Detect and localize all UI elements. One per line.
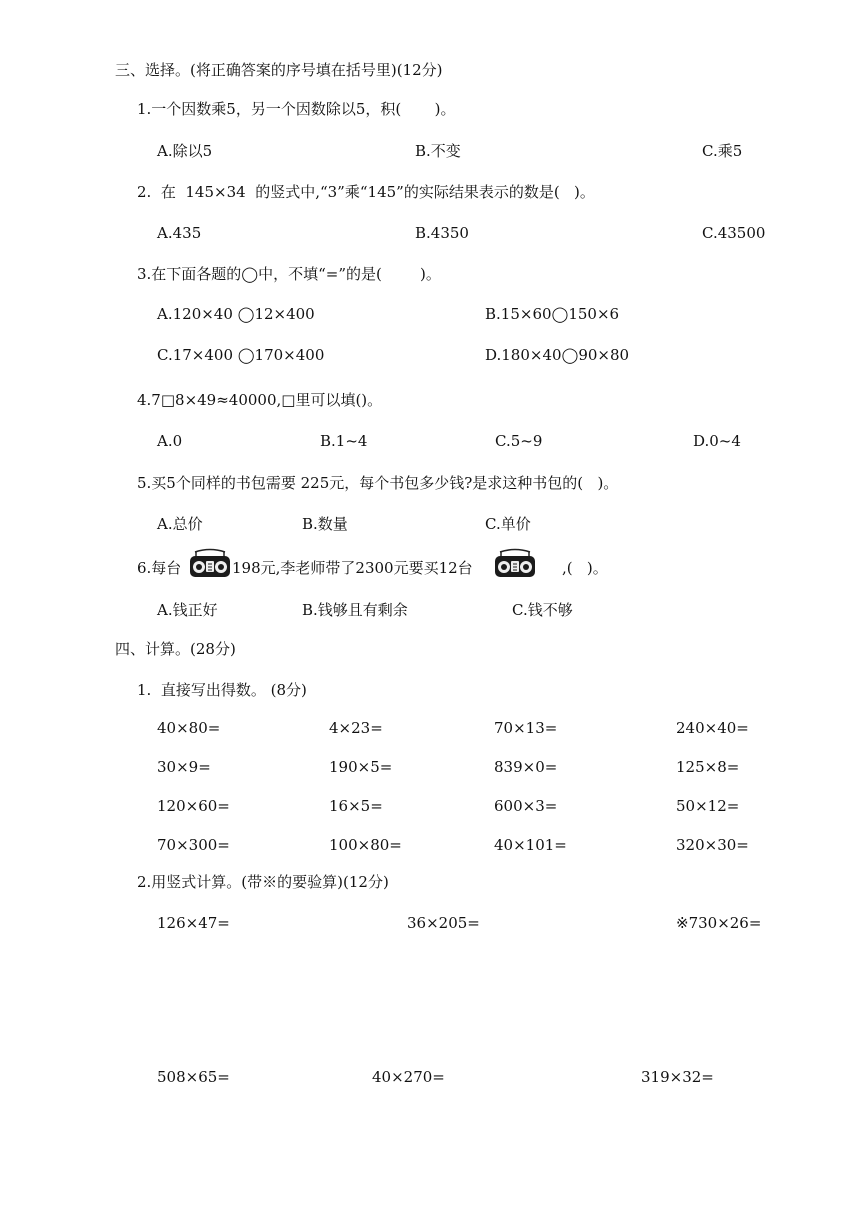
question-2-option-b: B.4350: [415, 224, 469, 242]
vertical-calc-item: 40×270=: [372, 1068, 445, 1086]
question-2-option-a: A.435: [157, 224, 202, 242]
calc-item: 40×101=: [494, 836, 567, 854]
question-6-option-b: B.钱够且有剩余: [302, 601, 408, 619]
question-2-stem: 2. 在 145×34 的竖式中,“3”乘“145”的实际结果表示的数是( )。: [137, 183, 595, 201]
vertical-calc-item: 36×205=: [407, 914, 480, 932]
question-6-stem-end: ,( )。: [562, 559, 608, 577]
question-5-stem: 5.买5个同样的书包需要 225元，每个书包多少钱?是求这种书包的( )。: [137, 474, 619, 492]
vertical-calc-item: ※730×26=: [676, 914, 762, 932]
calc-item: 320×30=: [676, 836, 749, 854]
calc-item: 190×5=: [329, 758, 393, 776]
question-6-stem-middle: 198元,李老师带了2300元要买12台: [232, 559, 473, 577]
section-3-title: 三、选择。(将正确答案的序号填在括号里)(12分): [115, 61, 443, 79]
radio-icon: [189, 548, 231, 578]
calc-item: 16×5=: [329, 797, 383, 815]
question-5-option-b: B.数量: [302, 515, 348, 533]
vertical-calc-item: 126×47=: [157, 914, 230, 932]
question-3-option-a: A.120×40 ◯12×400: [157, 305, 315, 323]
question-4-option-a: A.0: [157, 432, 183, 450]
calc-item: 4×23=: [329, 719, 383, 737]
calc-item: 125×8=: [676, 758, 740, 776]
question-6-option-a: A.钱正好: [157, 601, 218, 619]
calc-item: 70×13=: [494, 719, 558, 737]
question-4-option-c: C.5~9: [495, 432, 543, 450]
question-1-option-a: A.除以5: [157, 142, 213, 160]
calc-item: 50×12=: [676, 797, 740, 815]
calc-item: 30×9=: [157, 758, 211, 776]
calc-item: 70×300=: [157, 836, 230, 854]
question-5-option-a: A.总价: [157, 515, 203, 533]
radio-icon: [494, 548, 536, 578]
part-1-title: 1. 直接写出得数。 (8分): [137, 681, 307, 699]
question-4-option-b: B.1~4: [320, 432, 368, 450]
calc-item: 100×80=: [329, 836, 402, 854]
question-1-option-c: C.乘5: [702, 142, 743, 160]
vertical-calc-item: 319×32=: [641, 1068, 714, 1086]
question-2-option-c: C.43500: [702, 224, 766, 242]
question-4-stem: 4.7□8×49≈40000,□里可以填()。: [137, 391, 383, 409]
question-4-option-d: D.0~4: [693, 432, 741, 450]
question-1-stem: 1.一个因数乘5，另一个因数除以5，积( )。: [137, 100, 456, 118]
question-3-stem: 3.在下面各题的◯中，不填“=”的是( )。: [137, 265, 441, 283]
question-3-option-d: D.180×40◯90×80: [485, 346, 630, 364]
calc-item: 120×60=: [157, 797, 230, 815]
calc-item: 839×0=: [494, 758, 558, 776]
question-5-option-c: C.单价: [485, 515, 531, 533]
part-2-title: 2.用竖式计算。(带※的要验算)(12分): [137, 873, 389, 891]
question-6-option-c: C.钱不够: [512, 601, 573, 619]
question-1-option-b: B.不变: [415, 142, 461, 160]
calc-item: 600×3=: [494, 797, 558, 815]
question-3-option-b: B.15×60◯150×6: [485, 305, 620, 323]
calc-item: 40×80=: [157, 719, 221, 737]
section-4-title: 四、计算。(28分): [115, 640, 236, 658]
question-6-stem-start: 6.每台: [137, 559, 182, 577]
vertical-calc-item: 508×65=: [157, 1068, 230, 1086]
calc-item: 240×40=: [676, 719, 749, 737]
question-3-option-c: C.17×400 ◯170×400: [157, 346, 325, 364]
